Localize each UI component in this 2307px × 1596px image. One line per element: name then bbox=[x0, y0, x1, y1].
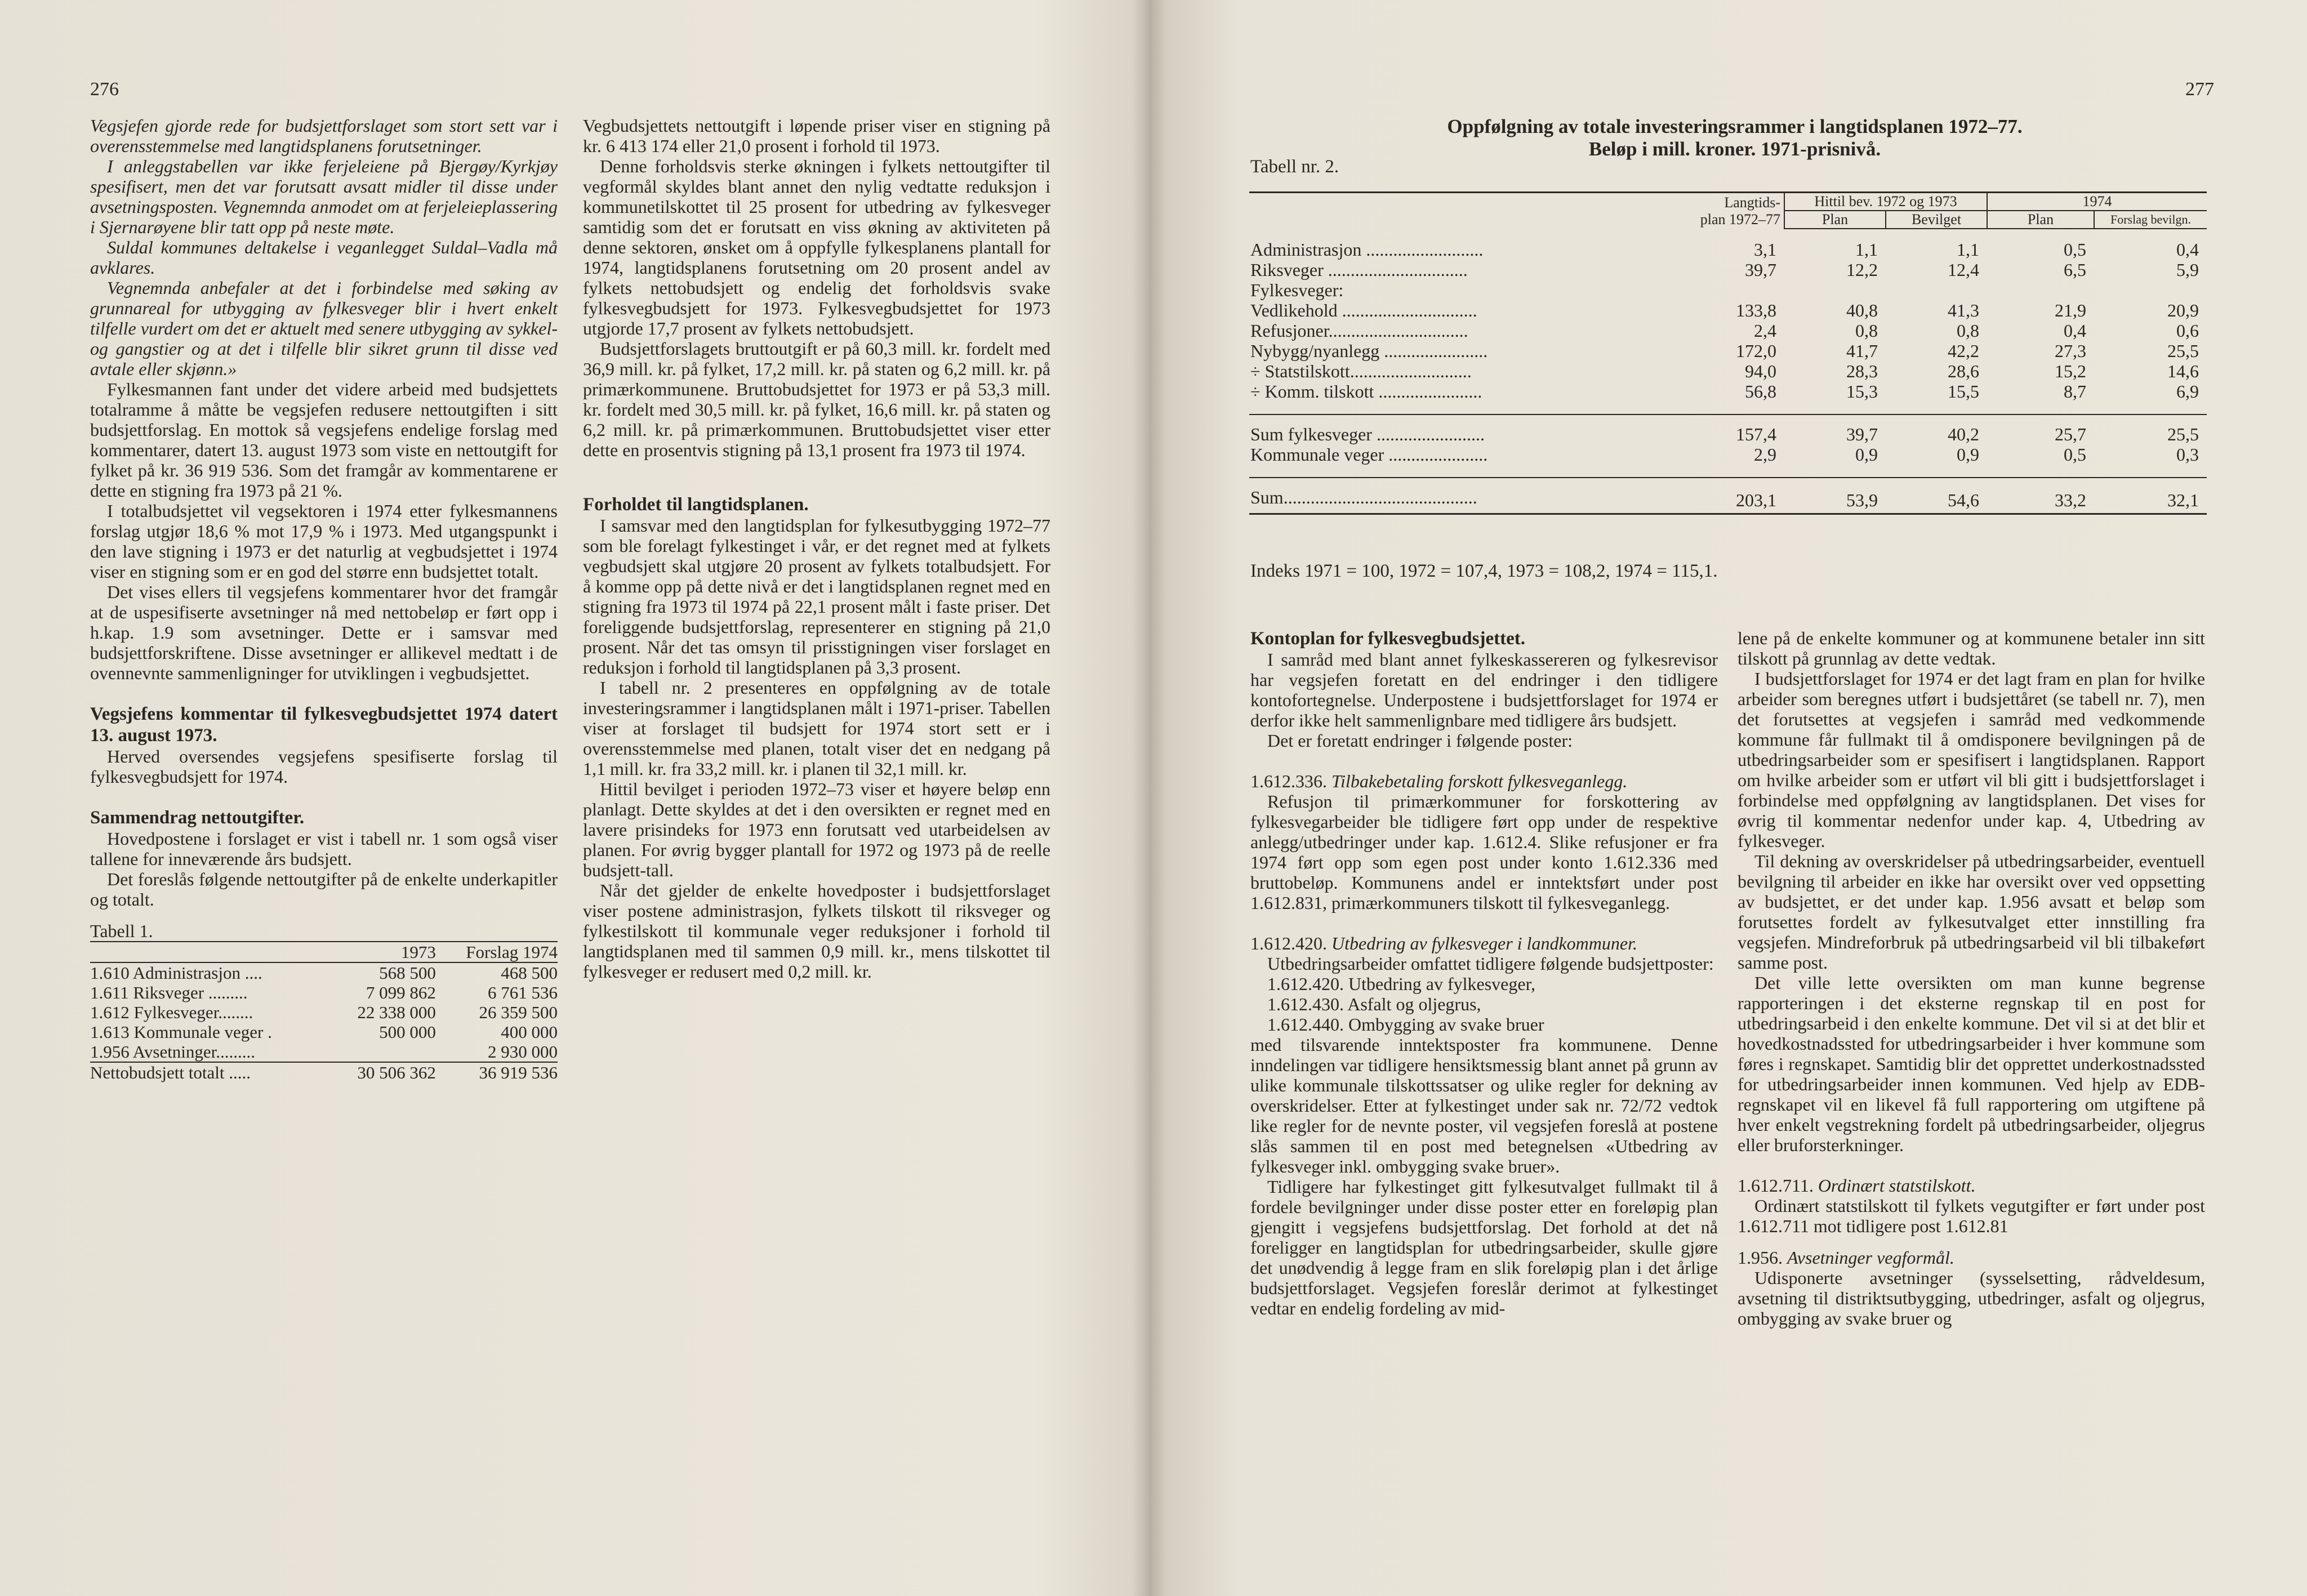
table-cell: 7 099 862 bbox=[366, 983, 436, 1002]
table-row: Sum fylkesveger ........................ 157,4 39,7 40,2 25,7 25,5 bbox=[1249, 414, 2207, 444]
header-plan-1974: Plan bbox=[1987, 211, 2094, 229]
account-heading: 1.612.420. Utbedring av fylkesveger i landkommuner. bbox=[1250, 933, 1637, 953]
left-column-2 bbox=[583, 115, 1050, 982]
table-label: Tabell 1. bbox=[90, 921, 153, 941]
book-gutter bbox=[1132, 0, 1166, 1596]
paragraph: I tabell nr. 2 presenteres en oppfølgning av de totale investeringsrammer i langtidsplanen målt i 1971-priser. Tabellen viser at forslaget til budsjett for 1974 stort sett er i overensstemmelse med planen, totalt viser det en nedgang på 1,1 mill. kr. fra 33,2 mill. kr. i planen til 32,1 mill. kr. bbox=[583, 677, 1050, 779]
italic-paragraph: Vegnemnda anbefaler at det i forbindelse med søking av grunnareal for utbygging av fylkesveger blir i hvert enkelt tilfelle vurdert om det er aktuelt med senere utbygging av sykkel- og gangstier og at det i tilfelle blir sikret grunn til disse ved avtale eller skjønn.» bbox=[90, 278, 558, 379]
table-row: Refusjoner............................... 2,4 0,8 0,8 0,4 0,6 bbox=[1250, 320, 2199, 341]
table-1 bbox=[90, 941, 558, 1082]
table-cell: 568 500 bbox=[379, 963, 436, 983]
table-row: Kommunale veger ...................... 2,9 0,9 0,9 0,5 0,3 bbox=[1250, 444, 2199, 465]
header-forslag: Forslag bevilgn. bbox=[2094, 211, 2207, 229]
table-row bbox=[90, 1022, 558, 1042]
table-cell: 1.610 Administrasjon .... bbox=[90, 963, 262, 983]
table-cell: 36 919 536 bbox=[436, 1062, 558, 1082]
paragraph: I budsjettforslaget for 1974 er det lagt fram en plan for hvilke arbeider som beregnes utført i budsjettåret (se tabell nr. 7), men det forutsettes at vegsjefen i samråd med vedkommende kommune får fullmakt til å omdisponere bevilgningen på de utbedringsarbeider som er spesifisert i langtidsplanen. Rapport om hvilke arbeider som er utført vil bli gitt i budsjettforslaget i forbindelse med oppfølgning av langtidsplanen. Det vises for øvrig til kommentar nedenfor under kap. 4, Utbedring av fylkesveger. bbox=[1738, 668, 2205, 851]
paragraph: lene på de enkelte kommuner og at kommunene betaler inn sitt tilskott på grunnlag av dette vedtak. bbox=[1738, 628, 2205, 668]
left-column-1 bbox=[90, 115, 558, 1082]
header-hittil: Hittil bev. 1972 og 1973 bbox=[1784, 193, 1987, 211]
table-row bbox=[90, 1042, 558, 1062]
table-cell: 500 000 bbox=[379, 1022, 436, 1042]
paragraph: med tilsvarende inntektsposter fra kommunene. Denne inndelingen var tidligere hensiktsmessig blant annet på grunn av ulike kommunale tilskottssatser og ulike regler for dekning av overskridelser. Etter at fylkestinget under sak nr. 72/72 vedtok like regler for de nevnte poster, vil vegsjefen foreslå at postene slås sammen til en post med betegnelsen «Utbedring av fylkesveger inkl. ombygging svake bruer». bbox=[1250, 1035, 1718, 1176]
section-heading: Forholdet til langtidsplanen. bbox=[583, 494, 809, 515]
header-langtidsplan: Langtids- plan 1972–77 bbox=[1689, 193, 1784, 229]
paragraph: Herved oversendes vegsjefens spesifiserte forslag til fylkesvegbudsjett for 1974. bbox=[90, 746, 558, 787]
paragraph: Det er foretatt endringer i følgende poster: bbox=[1267, 730, 1573, 751]
table-total-row bbox=[90, 1062, 558, 1082]
account-heading: 1.956. Avsetninger vegformål. bbox=[1738, 1247, 1954, 1268]
title-line: Oppfølgning av totale investeringsrammer i langtidsplanen 1972–77. bbox=[1447, 115, 2023, 137]
table-cell bbox=[332, 1042, 436, 1062]
list-item: 1.612.430. Asfalt og oljegrus, bbox=[1267, 994, 1481, 1014]
paragraph: Tidligere har fylkestinget gitt fylkesutvalget fullmakt til å fordele bevilgninger under disse poster etter en foreløpig plan gjengitt i vegsjefens budsjettforslag. Det forhold at det nå foreligger en langtidsplan for utbedringsarbeider, skulle gjøre det unødvendig å legge fram en slik foreløpig plan i det årlige budsjettforslaget. Vegsjefen foreslår derimot at fylkestinget vedtar en endelig fordeling av mid- bbox=[1250, 1176, 1718, 1318]
table-cell: 22 338 000 bbox=[357, 1002, 436, 1022]
right-column-2 bbox=[1738, 628, 2205, 1328]
table-header: 1973 bbox=[332, 942, 436, 962]
paragraph: Ordinært statstilskott til fylkets vegutgifter er ført under post 1.612.711 mot tidligere post 1.612.81 bbox=[1738, 1196, 2205, 1236]
table-row: Riksveger ............................... 39,7 12,2 12,4 6,5 5,9 bbox=[1250, 260, 2199, 280]
table-row: Fylkesveger: bbox=[1250, 280, 1344, 300]
paragraph: I samråd med blant annet fylkeskassereren og fylkesrevisor har vegsjefen foretatt en del endringer i den tidligere kontofortegnelse. Underpostene i budsjettforslaget for 1974 er derfor ikke helt sammenlignbare med tidligere års budsjett. bbox=[1250, 649, 1718, 730]
table-header bbox=[90, 942, 332, 962]
paragraph: Denne forholdsvis sterke økningen i fylkets nettoutgifter til vegformål skyldes blant annet den nylig vedtatte reduksjon i kommunetilskottet til 25 prosent for utbedring av fylkesveger samtidig som det er forutsatt en viss økning av aktiviteten på denne sektoren, ønsket om å oppfylle fylkesplanens plantall for 1974, langtidsplanens forutsetning om 20 prosent andel av fylkets nettobudsjett og endelig det forholdsvis svake fylkesvegbudsjett for 1973. Fylkesvegbudsjettet for 1973 utgjorde 17,7 prosent av fylkets nettobudsjett. bbox=[583, 156, 1050, 338]
paragraph: Når det gjelder de enkelte hovedposter i budsjettforslaget viser postene administrasjon, fylkets tilskott til riksveger og fylkestilskott til kommunale veger reduksjoner i forhold til langtidsplanen med til sammen 0,9 mill. kr., mens tilskottet til fylkesveger er redusert med 0,2 mill. kr. bbox=[583, 880, 1050, 982]
table-row bbox=[90, 983, 558, 1002]
paragraph: I totalbudsjettet vil vegsektoren i 1974 etter fylkesmannens forslag utgjør 18,6 % mot 17,9 % i 1973. Med utgangspunkt i den lave stigning i 1973 er det naturlig at vegbudsjettet i 1974 viser en stigning som er en god del større enn budsjettet totalt. bbox=[90, 501, 558, 582]
paragraph: Refusjon til primærkommuner for forskottering av fylkesvegarbeider ble tidligere ført opp under de respektive anlegg/utbedringer under kap. 1.612.4. Slike refusjoner er fra 1974 ført opp som egen post under konto 1.612.336 med bruttobeløp. Kommunens andel er inntektsført under post 1.612.831, primærkommuners tilskott til fylkesveganlegg. bbox=[1250, 791, 1718, 913]
paragraph: Det vises ellers til vegsjefens kommentarer hvor det framgår at de uspesifiserte avsetninger nå med nettobeløp er ført opp i h.kap. 1.9 som avsetninger. Dette er i samsvar med budsjettforskriftene. Disse avsetninger er allikevel medtatt i de ovennevnte sammenligninger for utviklingen i vegbudsjettet. bbox=[90, 582, 558, 683]
table-row: Administrasjon .......................... 3,1 1,1 1,1 0,5 0,4 bbox=[1250, 239, 2199, 260]
paragraph: Budsjettforslagets bruttoutgift er på 60,3 mill. kr. fordelt med 36,9 mill. kr. på fylket, 17,2 mill. kr. på staten og 6,2 mill. kr. på primærkommunene. Bruttobudsjettet for 1973 er på 53,3 mill. kr. fordelt med 30,5 mill. kr. på fylket, 16,6 mill. kr. på staten og 6,2 mill. kr. på primærkommunen. Bruttobudsjettet viser etter dette en prosentvis stigning på 13,1 prosent fra 1973 til 1974. bbox=[583, 338, 1050, 460]
list-item: 1.612.440. Ombygging av svake bruer bbox=[1267, 1014, 1544, 1035]
table-cell: 468 500 bbox=[501, 963, 558, 983]
page-number-left: 276 bbox=[90, 79, 119, 100]
table-row bbox=[90, 962, 558, 983]
right-column-1 bbox=[1250, 628, 1718, 1318]
page-number-right: 277 bbox=[2185, 79, 2214, 100]
paragraph: Fylkesmannen fant under det videre arbeid med budsjettets totalramme å måtte be vegsjefen redusere nettoutgiften i sitt budsjettforslag. En mottok så vegsjefens endelige forslag med kommentarer, datert 13. august 1973 som viste en nettoutgift for fylket på kr. 36 919 536. Som det framgår av kommentarene er dette en stigning fra 1973 på 21 %. bbox=[90, 379, 558, 501]
paragraph: Til dekning av overskridelser på utbedringsarbeider, eventuell bevilgning til arbeider en ikke har oversikt over ved oppsetting av budsjettet, er det under kap. 1.956 avsatt et beløp som forutsettes fordelt av fylkesutvalget etter innstilling fra vegsjefen. Mindreforbruk på utbedringsarbeid vil bli tilbakeført samme post. bbox=[1738, 851, 2205, 973]
paragraph: Vegbudsjettets nettoutgift i løpende priser viser en stigning på kr. 6 413 174 eller 21,0 prosent i forhold til 1973. bbox=[583, 115, 1050, 156]
table-cell: 6 761 536 bbox=[488, 983, 558, 1002]
header-1974: 1974 bbox=[1987, 193, 2207, 211]
table-cell: 1.613 Kommunale veger . bbox=[90, 1022, 272, 1042]
italic-paragraph: I anleggstabellen var ikke ferjeleiene på Bjergøy/Kyrkjøy spesifisert, men det var forutsatt avsatt midler til disse under avsetningsposten. Vegnemnda anmodet om at ferjeleieplassering i Sjernarøyene blir tatt opp på neste møte. bbox=[90, 156, 558, 237]
table-cell: 1.956 Avsetninger......... bbox=[90, 1042, 256, 1062]
paragraph: Det ville lette oversikten om man kunne begrense rapporteringen i det eksterne regnskap til en post for utbedringsarbeid i den enkelte kommune. Det vil si at det blir et hovedkostnadssted for utbedringsarbeider i hver kommune som føres i regnskapet. Samtidig blir det opprettet underkostnadssted for utbedringsarbeider innen kommunen. Ved hjelp av EDB-regnskapet vil en likevel få full rapportering om utgiftene på hver enkelt vegstrekning fordelt på utbedringsarbeider, oljegrus eller bruforsterkninger. bbox=[1738, 973, 2205, 1155]
table-row: Nybygg/nyanlegg ....................... 172,0 41,7 42,2 27,3 25,5 bbox=[1250, 341, 2199, 361]
paragraph: I samsvar med den langtidsplan for fylkesutbygging 1972–77 som ble forelagt fylkestinget i vår, er det regnet med at fylkets vegbudsjett skal utgjøre 20 prosent av fylkets totalbudsjett. For å komme opp på dette nivå er det i langtidsplanen regnet med en stigning fra 1973 til 1974 på 22,1 prosent målt i faste priser. Det foreliggende budsjettforslag, representerer en stigning på 21,0 prosent. Når det tas omsyn til prisstigningen viser forslaget en reduksjon i forhold til langtidsplanen på 3,3 prosent. bbox=[583, 515, 1050, 677]
italic-paragraph: Suldal kommunes deltakelse i veganlegget Suldal–Vadla må avklares. bbox=[90, 237, 558, 278]
table-cell: 1.612 Fylkesveger........ bbox=[90, 1002, 253, 1022]
table-cell: 400 000 bbox=[501, 1022, 558, 1042]
paragraph: Hittil bevilget i perioden 1972–73 viser et høyere beløp enn planlagt. Dette skyldes at det i den oversikten er regnet med en lavere prisindeks for 1973 enn forutsatt ved utarbeidelsen av planen. For øvrig bygger plantall for 1972 og 1973 på de reelle budsjett-tall. bbox=[583, 779, 1050, 880]
section-heading: Sammendrag nettoutgifter. bbox=[90, 808, 305, 828]
table-cell: Nettobudsjett totalt ..... bbox=[90, 1062, 332, 1082]
table-cell: 1.611 Riksveger ......... bbox=[90, 983, 248, 1002]
table-sum-row: Sum........................................... 203,1 53,9 54,6 33,2 32,1 bbox=[1249, 478, 2207, 514]
table-cell: 2 930 000 bbox=[488, 1042, 558, 1062]
index-note: Indeks 1971 = 100, 1972 = 107,4, 1973 = 108,2, 1974 = 115,1. bbox=[1250, 561, 1718, 581]
table-2 bbox=[1249, 191, 2207, 515]
section-heading: Kontoplan for fylkesvegbudsjettet. bbox=[1250, 628, 1525, 649]
table-row: ÷ Statstilskott........................... 94,0 28,3 28,6 15,2 14,6 bbox=[1250, 361, 2199, 381]
account-heading: 1.612.711. Ordinært statstilskott. bbox=[1738, 1175, 1976, 1196]
paragraph: Det foreslås følgende nettoutgifter på de enkelte underkapitler og totalt. bbox=[90, 869, 558, 910]
table-cell: 26 359 500 bbox=[479, 1002, 558, 1022]
header-bevilget: Bevilget bbox=[1886, 211, 1987, 229]
paragraph: Utbedringsarbeider omfattet tidligere følgende budsjettposter: bbox=[1267, 953, 1714, 974]
table-row bbox=[90, 1002, 558, 1022]
table-label: Tabell nr. 2. bbox=[1250, 157, 1339, 177]
header-plan: Plan bbox=[1784, 211, 1886, 229]
table-2-title bbox=[1386, 115, 2084, 161]
italic-paragraph: Vegsjefen gjorde rede for budsjettforslaget som stort sett var i overensstemmelse med langtidsplanens forutsetninger. bbox=[90, 115, 558, 156]
table-row: Vedlikehold .............................. 133,8 40,8 41,3 21,9 20,9 bbox=[1250, 300, 2199, 320]
paragraph: Hovedpostene i forslaget er vist i tabell nr. 1 som også viser tallene for inneværende års budsjett. bbox=[90, 828, 558, 869]
section-heading: Vegsjefens kommentar til fylkesvegbudsjettet 1974 datert 13. august 1973. bbox=[90, 704, 558, 746]
table-row: ÷ Komm. tilskott ....................... 56,8 15,3 15,5 8,7 6,9 bbox=[1250, 381, 2199, 402]
table-cell: 30 506 362 bbox=[332, 1062, 436, 1082]
title-line: Beløp i mill. kroner. 1971-prisnivå. bbox=[1588, 138, 1881, 160]
table-header: Forslag 1974 bbox=[436, 942, 558, 962]
list-item: 1.612.420. Utbedring av fylkesveger, bbox=[1267, 974, 1535, 994]
paragraph: Udisponerte avsetninger (sysselsetting, rådveldesum, avsetning til distriktsutbygging, utbedringer, asfalt og oljegrus, ombygging av svake bruer og bbox=[1738, 1268, 2205, 1328]
account-heading: 1.612.336. Tilbakebetaling forskott fylkesveganlegg. bbox=[1250, 771, 1628, 791]
